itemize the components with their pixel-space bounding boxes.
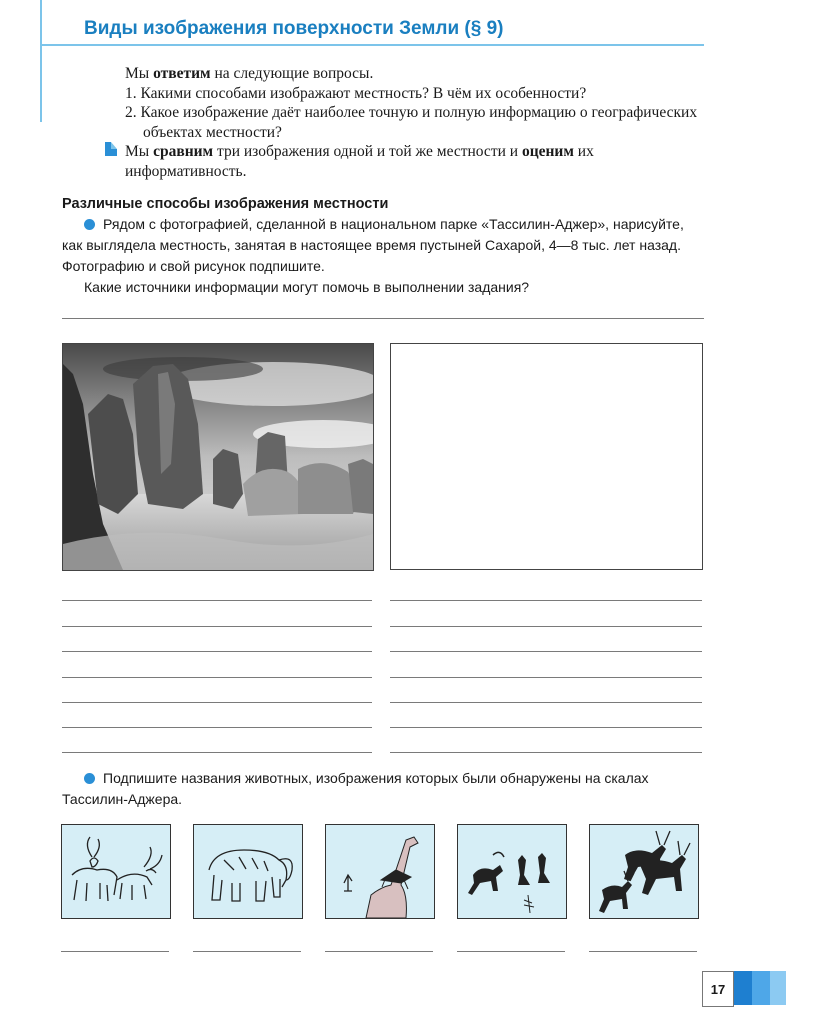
answer-line[interactable] xyxy=(62,727,372,728)
section-title: Различные способы изображения местности xyxy=(62,196,389,212)
answer-line[interactable] xyxy=(62,702,372,703)
bullet-icon xyxy=(84,219,95,230)
page-number: 17 xyxy=(702,971,734,1007)
task-1-text: Рядом с фотографией, сделанной в национальном парке «Тассилин-Аджер», нарисуйте, как выглядела местность, занятая в настоящее время пустыней Сахарой, 4—8 тыс. лет назад. Фотографию и свой рисунок подпишите. xyxy=(62,216,684,274)
answer-line[interactable] xyxy=(390,600,702,601)
animal-answer-line[interactable] xyxy=(457,951,565,952)
answer-line[interactable] xyxy=(390,702,702,703)
answer-line[interactable] xyxy=(390,677,702,678)
tassili-photo xyxy=(62,343,374,571)
answer-line[interactable] xyxy=(62,600,372,601)
answer-line[interactable] xyxy=(62,318,704,319)
title-rule-horizontal xyxy=(40,44,704,46)
compare-line: Мы сравним три изображения одной и той же местности и оценим их информативность. xyxy=(125,143,594,180)
drawing-area[interactable] xyxy=(390,343,703,570)
bulls-drawing xyxy=(62,825,170,918)
answer-line[interactable] xyxy=(62,651,372,652)
animal-answer-line[interactable] xyxy=(589,951,697,952)
rock-art-giraffe-card xyxy=(325,824,435,919)
elephant-drawing xyxy=(194,825,302,918)
rock-art-hunters-card xyxy=(457,824,567,919)
answer-line[interactable] xyxy=(62,626,372,627)
bookmark-icon xyxy=(104,141,118,157)
question-2: 2. Какое изображение даёт наиболее точную и полную информацию о географических объектах местности? xyxy=(125,104,698,141)
hunters-drawing xyxy=(458,825,566,918)
title-rule-vertical xyxy=(40,0,42,122)
page-tab-accent xyxy=(734,971,752,1005)
rock-art-antelopes-card xyxy=(589,824,699,919)
task-2 xyxy=(62,768,704,810)
antelopes-drawing xyxy=(590,825,698,918)
animal-answer-line[interactable] xyxy=(325,951,433,952)
answer-line[interactable] xyxy=(390,752,702,753)
giraffe-drawing xyxy=(326,825,434,918)
task-1 xyxy=(62,214,704,298)
answer-line[interactable] xyxy=(390,651,702,652)
page-title: Виды изображения поверхности Земли (§ 9) xyxy=(84,18,504,39)
intro-line: Мы ответим на следующие вопросы. xyxy=(125,65,374,82)
task-2-text: Подпишите названия животных, изображения которых были обнаружены на скалах Тассилин-Аджера. xyxy=(62,770,649,807)
answer-line[interactable] xyxy=(62,677,372,678)
page-tab-accent xyxy=(752,971,770,1005)
animal-answer-line[interactable] xyxy=(61,951,169,952)
answer-line[interactable] xyxy=(62,752,372,753)
task-1-question: Какие источники информации могут помочь в выполнении задания? xyxy=(84,279,530,295)
rock-landscape-image xyxy=(63,344,373,570)
answer-line[interactable] xyxy=(390,727,702,728)
answer-line[interactable] xyxy=(390,626,702,627)
intro-block xyxy=(125,64,705,181)
animal-answer-line[interactable] xyxy=(193,951,301,952)
rock-art-bulls-card xyxy=(61,824,171,919)
question-1: 1. Какими способами изображают местность? В чём их особенности? xyxy=(125,84,587,102)
bullet-icon xyxy=(84,773,95,784)
rock-art-elephant-card xyxy=(193,824,303,919)
page-tab-accent xyxy=(770,971,786,1005)
